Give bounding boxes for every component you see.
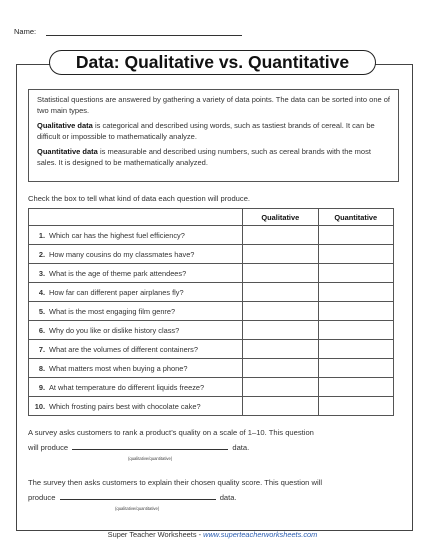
question-12-hint: (qualitative/quantitative): [115, 506, 160, 511]
quantitative-checkbox[interactable]: [318, 340, 393, 359]
question-cell: [29, 378, 243, 397]
qualitative-checkbox[interactable]: [243, 340, 318, 359]
question-12-answer-line: [28, 490, 408, 505]
question-number: 1.: [38, 230, 45, 240]
table-row: [29, 340, 394, 359]
footer: [0, 530, 425, 539]
question-12-post: data.: [219, 493, 237, 502]
table-row: [29, 359, 394, 378]
qualitative-checkbox[interactable]: [243, 226, 318, 245]
question-cell: [29, 321, 243, 340]
question-text: How many cousins do my classmates have?: [49, 249, 195, 259]
name-label: Name:: [14, 27, 37, 36]
question-12-text: The survey then asks customers to explain their chosen quality score. This question will: [28, 478, 323, 487]
table-row: [29, 283, 394, 302]
question-cell: [29, 397, 243, 416]
name-field[interactable]: [46, 35, 242, 36]
quantitative-checkbox[interactable]: [318, 378, 393, 397]
intro-text: Statistical questions are answered by gathering a variety of data points. The data can be sorted into one of two main types.: [37, 95, 390, 115]
question-cell: [29, 340, 243, 359]
instructions: Check the box to tell what kind of data each question will produce.: [28, 194, 251, 203]
question-cell: [29, 283, 243, 302]
question-12: [28, 475, 408, 505]
quantitative-checkbox[interactable]: [318, 397, 393, 416]
qualitative-checkbox[interactable]: [243, 378, 318, 397]
quantitative-checkbox[interactable]: [318, 321, 393, 340]
question-text: How far can different paper airplanes fly?: [49, 287, 184, 297]
header-qualitative: Qualitative: [243, 209, 318, 226]
question-text: Which car has the highest fuel efficiency?: [49, 230, 185, 240]
quantitative-checkbox[interactable]: [318, 302, 393, 321]
question-text: Which frosting pairs best with chocolate cake?: [49, 401, 201, 411]
question-number: 2.: [38, 249, 45, 259]
qualitative-definition: [37, 121, 390, 142]
qualitative-text: is categorical and described using words, such as tastiest brands of cereal. It can be difficult or impossible to mathematically analyze.: [37, 121, 375, 141]
question-11-pre: will produce: [28, 443, 69, 452]
page-title: Data: Qualitative vs. Quantitative: [49, 50, 376, 75]
question-text: At what temperature do different liquids freeze?: [49, 382, 205, 392]
table-row: [29, 321, 394, 340]
question-number: 9.: [38, 382, 45, 392]
qualitative-checkbox[interactable]: [243, 397, 318, 416]
question-cell: [29, 245, 243, 264]
header-blank-cell: [29, 209, 243, 226]
question-text: What are the volumes of different containers?: [49, 344, 198, 354]
footer-url-link[interactable]: www.superteacherworksheets.com: [203, 530, 318, 539]
qualitative-checkbox[interactable]: [243, 302, 318, 321]
question-cell: [29, 264, 243, 283]
question-11-post: data.: [232, 443, 250, 452]
quantitative-checkbox[interactable]: [318, 283, 393, 302]
quantitative-checkbox[interactable]: [318, 226, 393, 245]
question-11-answer-blank[interactable]: [72, 440, 228, 450]
question-cell: [29, 226, 243, 245]
quantitative-checkbox[interactable]: [318, 264, 393, 283]
question-table: [28, 208, 394, 416]
table-row: [29, 378, 394, 397]
header-quantitative: Quantitative: [318, 209, 393, 226]
question-11-answer-line: [28, 440, 408, 455]
footer-brand: Super Teacher Worksheets: [107, 530, 197, 539]
qualitative-checkbox[interactable]: [243, 283, 318, 302]
table-row: [29, 397, 394, 416]
quantitative-checkbox[interactable]: [318, 359, 393, 378]
qualitative-checkbox[interactable]: [243, 321, 318, 340]
question-number: 3.: [38, 268, 45, 278]
table-row: [29, 226, 394, 245]
question-cell: [29, 359, 243, 378]
quantitative-checkbox[interactable]: [318, 245, 393, 264]
question-cell: [29, 302, 243, 321]
quantitative-text: is measurable and described using numbers, such as cereal brands with the most sales. It is designed to be mathematically analyzed.: [37, 147, 371, 167]
footer-separator: -: [196, 530, 204, 539]
question-number: 10.: [34, 401, 45, 411]
question-number: 5.: [38, 306, 45, 316]
quantitative-definition: [37, 147, 390, 168]
info-box: [28, 89, 399, 182]
qualitative-checkbox[interactable]: [243, 245, 318, 264]
question-text: What matters most when buying a phone?: [49, 363, 188, 373]
question-11: [28, 425, 408, 455]
table-row: [29, 245, 394, 264]
question-number: 6.: [38, 325, 45, 335]
qualitative-checkbox[interactable]: [243, 264, 318, 283]
question-number: 8.: [38, 363, 45, 373]
table-row: [29, 302, 394, 321]
quantitative-term: Quantitative data: [37, 147, 98, 156]
question-12-pre: produce: [28, 493, 56, 502]
question-text: What is the most engaging film genre?: [49, 306, 176, 316]
table-header-row: [29, 209, 394, 226]
question-text: What is the age of theme park attendees?: [49, 268, 187, 278]
question-number: 4.: [38, 287, 45, 297]
qualitative-checkbox[interactable]: [243, 359, 318, 378]
question-12-answer-blank[interactable]: [60, 490, 216, 500]
question-11-text: A survey asks customers to rank a product’s quality on a scale of 1–10. This question: [28, 428, 314, 437]
qualitative-term: Qualitative data: [37, 121, 93, 130]
question-text: Why do you like or dislike history class?: [49, 325, 180, 335]
table-row: [29, 264, 394, 283]
question-number: 7.: [38, 344, 45, 354]
question-11-hint: (qualitative/quantitative): [128, 456, 173, 461]
